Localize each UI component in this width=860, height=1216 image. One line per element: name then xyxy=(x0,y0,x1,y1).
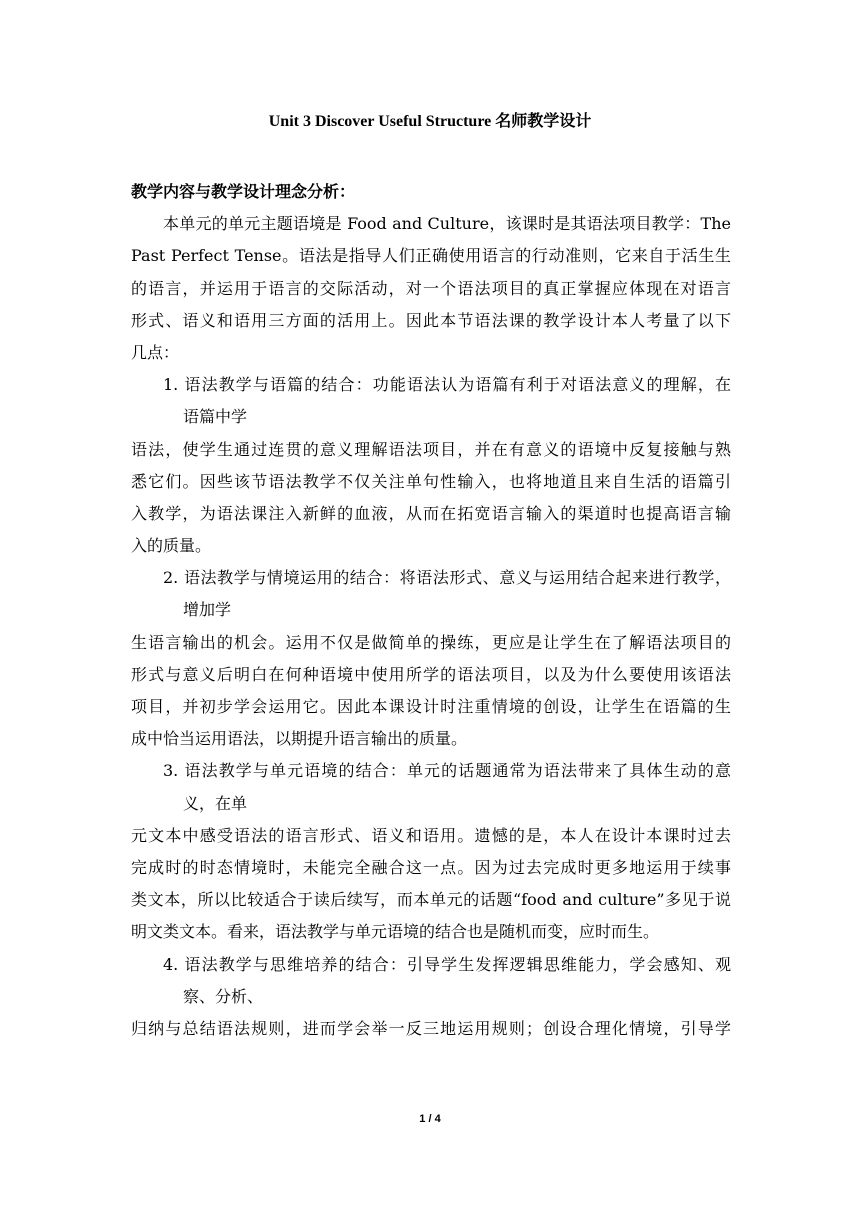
list-item-heading-continued: 义，在单 xyxy=(183,793,248,813)
list-item-heading-continued: 增加学 xyxy=(183,600,232,620)
list-item-heading-continued: 语篇中学 xyxy=(183,407,248,427)
page-number: 1 / 4 xyxy=(419,1113,441,1125)
list-item xyxy=(131,562,731,755)
document-body xyxy=(131,176,731,1045)
list-item xyxy=(131,369,731,562)
paragraph-line: 形式与意义后明白在何种语境中使用所学的语法项目，以及为什么要使用该语法 xyxy=(131,664,731,684)
document-title: Unit 3 Discover Useful Structure 名师教学设计 xyxy=(268,113,592,130)
paragraph-line: 本单元的单元主题语境是 Food and Culture，该课时是其语法项目教学：The xyxy=(163,214,731,234)
paragraph-line: 生语言输出的机会。运用不仅是做简单的操练，更应是让学生在了解语法项目的 xyxy=(131,632,731,652)
intro-paragraph xyxy=(131,208,731,369)
paragraph-line: 入教学，为语法课注入新鲜的血液，从而在拓宽语言输入的渠道时也提高语言输 xyxy=(131,503,731,523)
paragraph-line: 项目，并初步学会运用它。因此本课设计时注重情境的创设，让学生在语篇的生 xyxy=(131,697,731,716)
paragraph-line: 成中恰当运用语法，以期提升语言输出的质量。 xyxy=(131,729,468,749)
list-item-heading: 1. 语法教学与语篇的结合：功能语法认为语篇有利于对语法意义的理解，在 xyxy=(163,375,731,395)
paragraph-line: 完成时的时态情境时，未能完全融合这一点。因为过去完成时更多地运用于续事 xyxy=(131,857,731,877)
paragraph-line: 几点： xyxy=(131,342,180,362)
list-item xyxy=(131,755,731,948)
list-item xyxy=(131,949,731,1046)
paragraph-line: 归纳与总结语法规则，进而学会举一反三地运用规则；创设合理化情境，引导学 xyxy=(131,1018,731,1038)
list-item-heading-continued: 察、分析、 xyxy=(183,986,264,1006)
paragraph-line: 类文本，所以比较适合于读后续写，而本单元的话题“food and culture”多见于说 xyxy=(131,890,731,910)
paragraph-line: 的语言，并运用于语言的交际活动，对一个语法项目的真正掌握应体现在对语言 xyxy=(131,278,731,298)
paragraph-line: 入的质量。 xyxy=(131,536,212,556)
paragraph-line: 语法，使学生通过连贯的意义理解语法项目，并在有意义的语境中反复接触与熟 xyxy=(131,439,731,459)
paragraph-line: 元文本中感受语法的语言形式、语义和语用。遗憾的是，本人在设计本课时过去 xyxy=(131,825,731,845)
paragraph-line: 明文类文本。看来，语法教学与单元语境的结合也是随机而变，应时而生。 xyxy=(131,922,660,942)
paragraph-line: 形式、语义和语用三方面的活用上。因此本节语法课的教学设计本人考量了以下 xyxy=(131,310,731,330)
list-item-heading: 2. 语法教学与情境运用的结合：将语法形式、意义与运用结合起来进行教学， xyxy=(163,568,731,588)
paragraph-line: Past Perfect Tense。语法是指导人们正确使用语言的行动准则，它来自于活生生 xyxy=(131,246,731,266)
list-item-heading: 4. 语法教学与思维培养的结合：引导学生发挥逻辑思维能力，学会感知、观 xyxy=(163,954,731,974)
section-heading: 教学内容与教学设计理念分析： xyxy=(131,182,356,201)
list-item-heading: 3. 语法教学与单元语境的结合：单元的话题通常为语法带来了具体生动的意 xyxy=(163,761,731,781)
paragraph-line: 悉它们。因些该节语法教学不仅关注单句性输入，也将地道且来自生活的语篇引 xyxy=(131,471,731,491)
